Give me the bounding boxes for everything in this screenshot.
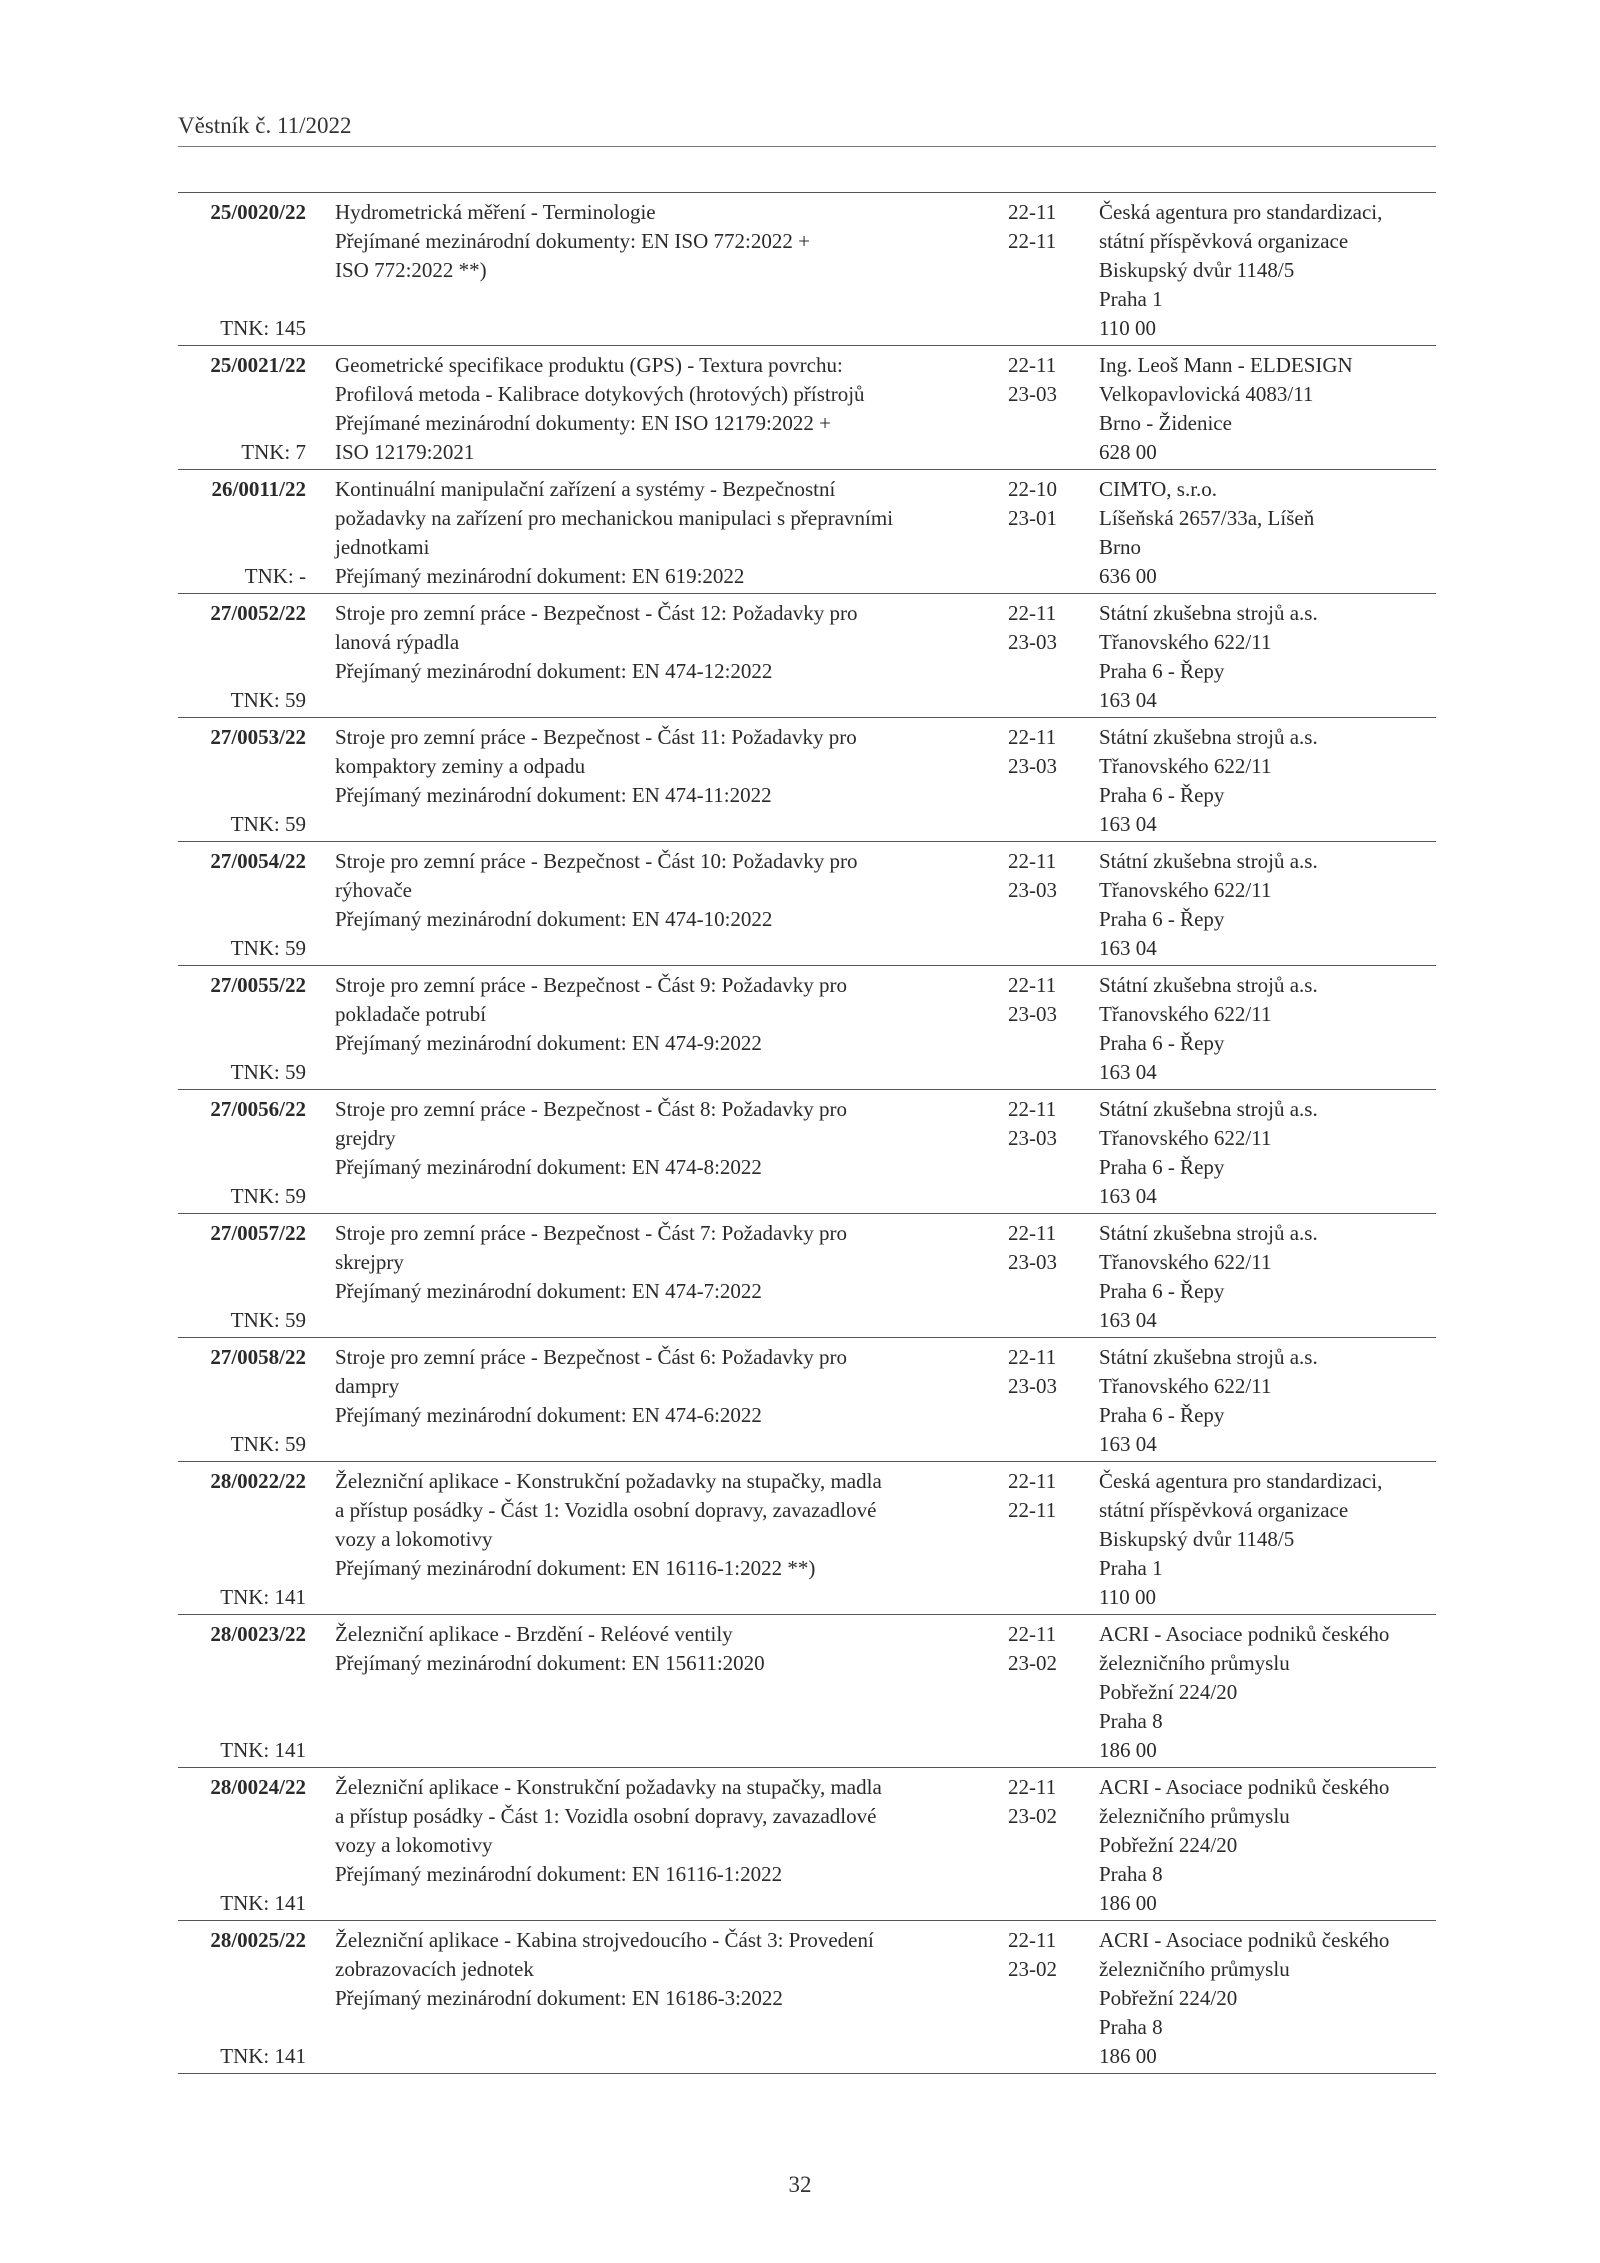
standard-title [335, 198, 975, 285]
title-line: Přejímané mezinárodní dokumenty: EN ISO 12179:2022 + [335, 411, 831, 435]
title-line: vozy a lokomotivy [335, 1527, 493, 1551]
title-line: ISO 772:2022 **) [335, 258, 487, 282]
title-line: Stroje pro zemní práce - Bezpečnost - Část 6: Požadavky pro [335, 1345, 848, 1369]
tnk-number: TNK: 141 [220, 1585, 306, 1609]
organization-line: Biskupský dvůr 1148/5 [1099, 1527, 1295, 1551]
title-line: grejdry [335, 1126, 396, 1150]
table-row [178, 966, 1436, 1090]
standards-table [178, 192, 1436, 2074]
tnk-number: TNK: 141 [220, 2044, 306, 2068]
title-line: Přejímaný mezinárodní dokument: EN 16116-1:2022 **) [335, 1556, 816, 1580]
journal-header-title: Věstník č. 11/2022 [178, 113, 352, 138]
date-value: 23-03 [1008, 1002, 1057, 1026]
processor-organization [1099, 599, 1439, 715]
standard-dates [1008, 723, 1078, 781]
date-value: 22-11 [1008, 849, 1057, 873]
organization-line: 163 04 [1099, 688, 1157, 712]
organization-line: Praha 8 [1099, 1862, 1163, 1886]
organization-line: 186 00 [1099, 1891, 1157, 1915]
tnk-number: TNK: 59 [230, 688, 306, 712]
standard-title [335, 1343, 975, 1430]
standard-dates [1008, 198, 1078, 256]
standard-code: 28/0025/22 [210, 1928, 306, 1952]
title-line: Přejímané mezinárodní dokumenty: EN ISO 772:2022 + [335, 229, 810, 253]
standard-title [335, 723, 975, 810]
processor-organization [1099, 847, 1439, 963]
standard-title [335, 1926, 975, 2013]
date-value: 22-11 [1008, 973, 1057, 997]
table-row [178, 1090, 1436, 1214]
standard-dates [1008, 1343, 1078, 1401]
organization-line: železničního průmyslu [1099, 1804, 1290, 1828]
standard-dates [1008, 475, 1078, 533]
organization-line: 110 00 [1099, 1585, 1156, 1609]
standard-dates [1008, 1926, 1078, 1984]
date-value: 23-02 [1008, 1804, 1057, 1828]
organization-line: 186 00 [1099, 1738, 1157, 1762]
organization-line: Praha 6 - Řepy [1099, 1403, 1225, 1427]
standard-dates [1008, 847, 1078, 905]
standard-dates [1008, 1095, 1078, 1153]
organization-line: Praha 8 [1099, 1709, 1163, 1733]
table-row [178, 1921, 1436, 2074]
standard-dates [1008, 1773, 1078, 1831]
title-line: Přejímaný mezinárodní dokument: EN 474-11:2022 [335, 783, 772, 807]
date-value: 23-03 [1008, 630, 1057, 654]
title-line: jednotkami [335, 535, 430, 559]
date-value: 23-03 [1008, 1374, 1057, 1398]
table-row [178, 1768, 1436, 1921]
organization-line: Praha 6 - Řepy [1099, 1031, 1225, 1055]
standard-title [335, 971, 975, 1058]
processor-organization [1099, 1926, 1439, 2071]
organization-line: ACRI - Asociace podniků českého [1099, 1775, 1390, 1799]
organization-line: 163 04 [1099, 812, 1157, 836]
tnk-number: TNK: 59 [230, 1432, 306, 1456]
organization-line: Pobřežní 224/20 [1099, 1680, 1238, 1704]
standard-title [335, 847, 975, 934]
date-value: 23-03 [1008, 1126, 1057, 1150]
organization-line: Brno - Židenice [1099, 411, 1232, 435]
processor-organization [1099, 1773, 1439, 1918]
table-row [178, 1615, 1436, 1768]
standard-title [335, 351, 975, 467]
tnk-number: TNK: 59 [230, 936, 306, 960]
organization-line: 636 00 [1099, 564, 1157, 588]
table-row [178, 1214, 1436, 1338]
organization-line: Praha 6 - Řepy [1099, 659, 1225, 683]
tnk-number: TNK: 59 [230, 1308, 306, 1332]
title-line: Přejímaný mezinárodní dokument: EN 474-8:2022 [335, 1155, 762, 1179]
organization-line: Státní zkušebna strojů a.s. [1099, 849, 1318, 873]
title-line: Kontinuální manipulační zařízení a systémy - Bezpečnostní [335, 477, 836, 501]
standard-dates [1008, 351, 1078, 409]
organization-line: ACRI - Asociace podniků českého [1099, 1928, 1390, 1952]
date-value: 23-03 [1008, 878, 1057, 902]
date-value: 22-11 [1008, 353, 1057, 377]
organization-line: 628 00 [1099, 440, 1157, 464]
table-row [178, 346, 1436, 470]
date-value: 22-11 [1008, 1469, 1057, 1493]
title-line: Přejímaný mezinárodní dokument: EN 474-7:2022 [335, 1279, 762, 1303]
title-line: Stroje pro zemní práce - Bezpečnost - Část 8: Požadavky pro [335, 1097, 848, 1121]
organization-line: Třanovského 622/11 [1099, 754, 1272, 778]
title-line: Přejímaný mezinárodní dokument: EN 15611:2020 [335, 1651, 765, 1675]
standard-code: 25/0021/22 [210, 353, 306, 377]
organization-line: Státní zkušebna strojů a.s. [1099, 1345, 1318, 1369]
standard-code: 27/0056/22 [210, 1097, 306, 1121]
date-value: 22-10 [1008, 477, 1057, 501]
processor-organization [1099, 1620, 1439, 1765]
date-value: 23-03 [1008, 1250, 1057, 1274]
title-line: Geometrické specifikace produktu (GPS) - Textura povrchu: [335, 353, 843, 377]
standard-dates [1008, 1620, 1078, 1678]
organization-line: Praha 6 - Řepy [1099, 1155, 1225, 1179]
standard-code: 27/0054/22 [210, 849, 306, 873]
organization-line: Třanovského 622/11 [1099, 1374, 1272, 1398]
tnk-number: TNK: 59 [230, 1060, 306, 1084]
tnk-number: TNK: 141 [220, 1738, 306, 1762]
standard-code: 28/0024/22 [210, 1775, 306, 1799]
organization-line: 110 00 [1099, 316, 1156, 340]
standard-code: 25/0020/22 [210, 200, 306, 224]
title-line: Přejímaný mezinárodní dokument: EN 474-6:2022 [335, 1403, 762, 1427]
date-value: 23-02 [1008, 1957, 1057, 1981]
standard-title [335, 1620, 975, 1678]
organization-line: Ing. Leoš Mann - ELDESIGN [1099, 353, 1353, 377]
date-value: 23-02 [1008, 1651, 1057, 1675]
processor-organization [1099, 723, 1439, 839]
organization-line: Státní zkušebna strojů a.s. [1099, 1097, 1318, 1121]
title-line: Přejímaný mezinárodní dokument: EN 619:2022 [335, 564, 745, 588]
organization-line: Praha 1 [1099, 1556, 1163, 1580]
organization-line: 163 04 [1099, 1060, 1157, 1084]
organization-line: Líšeňská 2657/33a, Líšeň [1099, 506, 1315, 530]
processor-organization [1099, 971, 1439, 1087]
organization-line: 163 04 [1099, 1184, 1157, 1208]
organization-line: Praha 6 - Řepy [1099, 1279, 1225, 1303]
title-line: Profilová metoda - Kalibrace dotykových (hrotových) přístrojů [335, 382, 865, 406]
organization-line: Brno [1099, 535, 1141, 559]
date-value: 23-01 [1008, 506, 1057, 530]
organization-line: Praha 6 - Řepy [1099, 907, 1225, 931]
standard-code: 27/0055/22 [210, 973, 306, 997]
table-row [178, 842, 1436, 966]
standard-title [335, 1219, 975, 1306]
date-value: 22-11 [1008, 1775, 1057, 1799]
title-line: a přístup posádky - Část 1: Vozidla osobní dopravy, zavazadlové [335, 1498, 877, 1522]
standard-code: 27/0058/22 [210, 1345, 306, 1369]
title-line: ISO 12179:2021 [335, 440, 475, 464]
title-line: lanová rýpadla [335, 630, 460, 654]
standard-code: 27/0057/22 [210, 1221, 306, 1245]
standard-code: 28/0022/22 [210, 1469, 306, 1493]
table-row [178, 718, 1436, 842]
processor-organization [1099, 1467, 1439, 1612]
organization-line: železničního průmyslu [1099, 1651, 1290, 1675]
tnk-number: TNK: 141 [220, 1891, 306, 1915]
title-line: Stroje pro zemní práce - Bezpečnost - Část 11: Požadavky pro [335, 725, 857, 749]
date-value: 22-11 [1008, 1097, 1057, 1121]
organization-line: Česká agentura pro standardizaci, [1099, 1469, 1383, 1493]
table-row [178, 470, 1436, 594]
organization-line: Česká agentura pro standardizaci, [1099, 200, 1383, 224]
title-line: Přejímaný mezinárodní dokument: EN 474-10:2022 [335, 907, 773, 931]
standard-code: 27/0053/22 [210, 725, 306, 749]
title-line: Železniční aplikace - Brzdění - Reléové ventily [335, 1622, 733, 1646]
processor-organization [1099, 1219, 1439, 1335]
organization-line: 163 04 [1099, 1308, 1157, 1332]
page-number: 32 [788, 2172, 812, 2197]
organization-line: Třanovského 622/11 [1099, 1002, 1272, 1026]
title-line: kompaktory zeminy a odpadu [335, 754, 586, 778]
standard-title [335, 1467, 975, 1583]
title-line: a přístup posádky - Část 1: Vozidla osobní dopravy, zavazadlové [335, 1804, 877, 1828]
standard-dates [1008, 599, 1078, 657]
standard-code: 26/0011/22 [211, 477, 306, 501]
organization-line: Praha 6 - Řepy [1099, 783, 1225, 807]
organization-line: ACRI - Asociace podniků českého [1099, 1622, 1390, 1646]
title-line: vozy a lokomotivy [335, 1833, 493, 1857]
processor-organization [1099, 351, 1439, 467]
title-line: Železniční aplikace - Konstrukční požadavky na stupačky, madla [335, 1775, 882, 1799]
standard-code: 28/0023/22 [210, 1622, 306, 1646]
table-row [178, 1462, 1436, 1615]
title-line: Přejímaný mezinárodní dokument: EN 474-9:2022 [335, 1031, 762, 1055]
organization-line: státní příspěvková organizace [1099, 1498, 1349, 1522]
title-line: Přejímaný mezinárodní dokument: EN 474-12:2022 [335, 659, 773, 683]
organization-line: Biskupský dvůr 1148/5 [1099, 258, 1295, 282]
table-row [178, 594, 1436, 718]
organization-line: železničního průmyslu [1099, 1957, 1290, 1981]
organization-line: 163 04 [1099, 1432, 1157, 1456]
tnk-number: TNK: 145 [220, 316, 306, 340]
processor-organization [1099, 475, 1439, 591]
title-line: rýhovače [335, 878, 412, 902]
date-value: 22-11 [1008, 1498, 1057, 1522]
standard-dates [1008, 971, 1078, 1029]
date-value: 22-11 [1008, 229, 1057, 253]
date-value: 22-11 [1008, 200, 1057, 224]
title-line: Přejímaný mezinárodní dokument: EN 16116-1:2022 [335, 1862, 783, 1886]
organization-line: Praha 1 [1099, 287, 1163, 311]
standard-title [335, 599, 975, 686]
organization-line: Státní zkušebna strojů a.s. [1099, 973, 1318, 997]
organization-line: Státní zkušebna strojů a.s. [1099, 725, 1318, 749]
title-line: skrejpry [335, 1250, 404, 1274]
title-line: Hydrometrická měření - Terminologie [335, 200, 656, 224]
organization-line: Třanovského 622/11 [1099, 630, 1272, 654]
processor-organization [1099, 1095, 1439, 1211]
organization-line: 163 04 [1099, 936, 1157, 960]
organization-line: Pobřežní 224/20 [1099, 1833, 1238, 1857]
date-value: 23-03 [1008, 754, 1057, 778]
header-divider [178, 146, 1436, 147]
title-line: Stroje pro zemní práce - Bezpečnost - Část 10: Požadavky pro [335, 849, 858, 873]
organization-line: Velkopavlovická 4083/11 [1099, 382, 1314, 406]
title-line: Stroje pro zemní práce - Bezpečnost - Část 9: Požadavky pro [335, 973, 848, 997]
date-value: 22-11 [1008, 1345, 1057, 1369]
tnk-number: TNK: 59 [230, 812, 306, 836]
title-line: Železniční aplikace - Kabina strojvedoucího - Část 3: Provedení [335, 1928, 874, 1952]
organization-line: 186 00 [1099, 2044, 1157, 2068]
tnk-number: TNK: 59 [230, 1184, 306, 1208]
date-value: 22-11 [1008, 725, 1057, 749]
organization-line: Praha 8 [1099, 2015, 1163, 2039]
title-line: Stroje pro zemní práce - Bezpečnost - Část 7: Požadavky pro [335, 1221, 848, 1245]
processor-organization [1099, 1343, 1439, 1459]
processor-organization [1099, 198, 1439, 343]
table-row [178, 193, 1436, 346]
standard-dates [1008, 1219, 1078, 1277]
standard-title [335, 1095, 975, 1182]
standard-title [335, 475, 975, 591]
title-line: Stroje pro zemní práce - Bezpečnost - Část 12: Požadavky pro [335, 601, 858, 625]
tnk-number: TNK: - [244, 564, 306, 588]
standard-code: 27/0052/22 [210, 601, 306, 625]
organization-line: Státní zkušebna strojů a.s. [1099, 601, 1318, 625]
title-line: požadavky na zařízení pro mechanickou manipulaci s přepravními [335, 506, 894, 530]
standard-dates [1008, 1467, 1078, 1525]
date-value: 22-11 [1008, 1928, 1057, 1952]
title-line: pokladače potrubí [335, 1002, 487, 1026]
date-value: 22-11 [1008, 1221, 1057, 1245]
organization-line: státní příspěvková organizace [1099, 229, 1349, 253]
table-row [178, 1338, 1436, 1462]
title-line: zobrazovacích jednotek [335, 1957, 534, 1981]
organization-line: Státní zkušebna strojů a.s. [1099, 1221, 1318, 1245]
standard-title [335, 1773, 975, 1889]
organization-line: CIMTO, s.r.o. [1099, 477, 1218, 501]
title-line: Železniční aplikace - Konstrukční požadavky na stupačky, madla [335, 1469, 882, 1493]
organization-line: Třanovského 622/11 [1099, 878, 1272, 902]
organization-line: Třanovského 622/11 [1099, 1250, 1272, 1274]
title-line: Přejímaný mezinárodní dokument: EN 16186-3:2022 [335, 1986, 783, 2010]
date-value: 23-03 [1008, 382, 1057, 406]
date-value: 22-11 [1008, 1622, 1057, 1646]
organization-line: Třanovského 622/11 [1099, 1126, 1272, 1150]
tnk-number: TNK: 7 [241, 440, 306, 464]
title-line: dampry [335, 1374, 400, 1398]
organization-line: Pobřežní 224/20 [1099, 1986, 1238, 2010]
date-value: 22-11 [1008, 601, 1057, 625]
